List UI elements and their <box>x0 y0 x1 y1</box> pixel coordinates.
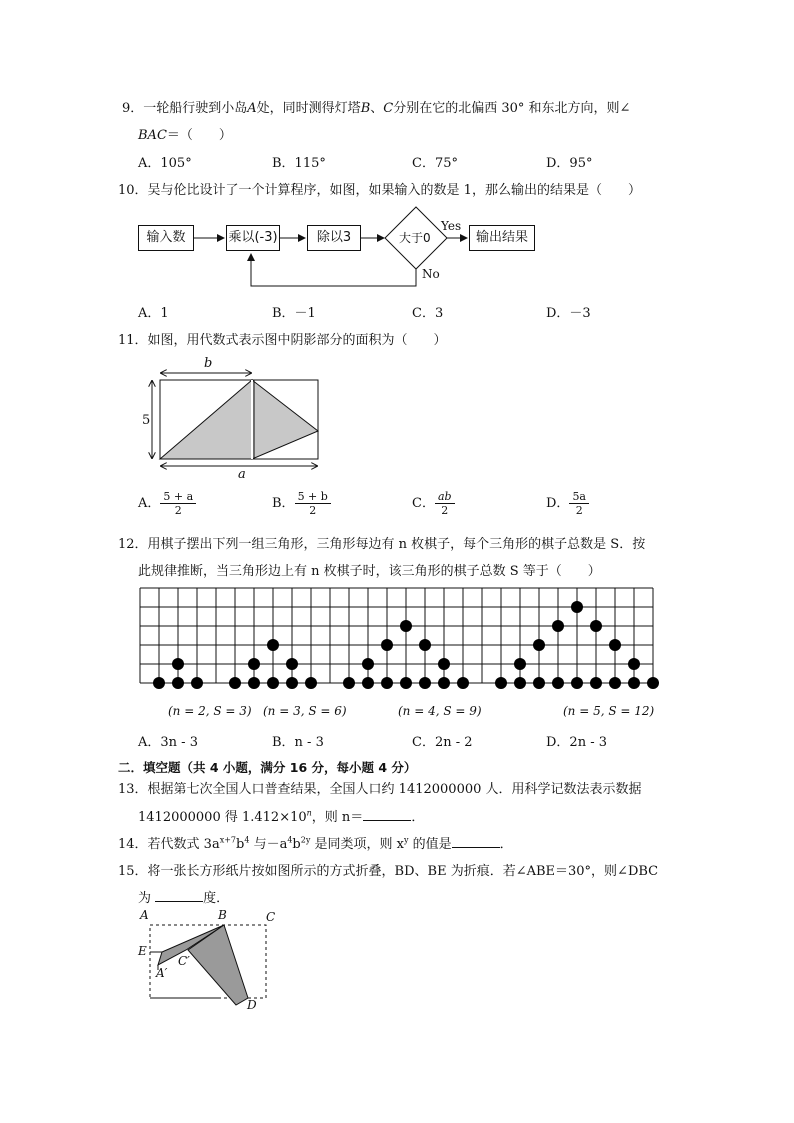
q12-line2: 此规律推断，当三角形边上有 n 枚棋子时，该三角形的棋子总数 S 等于（ ） <box>138 564 601 579</box>
q15-answer-blank[interactable] <box>155 889 203 902</box>
chess-piece-4 <box>552 620 564 632</box>
chess-piece-4 <box>552 677 564 689</box>
q12-option-c: C．2n - 2 <box>412 735 473 750</box>
q12-grid-figure <box>135 583 675 693</box>
flow-no-label: No <box>422 267 440 281</box>
q12-caption-4: (n = 5, S = 12) <box>563 704 655 718</box>
q15-label-C: C <box>266 910 276 924</box>
chess-piece-3 <box>438 677 450 689</box>
q11-stem: 11．如图，用代数式表示图中阴影部分的面积为（ ） <box>118 333 447 348</box>
q15-label-B: B <box>218 908 227 922</box>
chess-piece-3 <box>419 677 431 689</box>
chess-piece-3 <box>438 658 450 670</box>
q11-option-a: A． $\frac{5 + a}{2}$ <box>138 490 196 517</box>
arrow-no-loop <box>251 254 416 286</box>
q9-line1: 9．一轮船行驶到小岛A处，同时测得灯塔B、C分别在它的北偏西 30° 和东北方向，则∠ <box>122 101 631 116</box>
chess-piece-2 <box>286 677 298 689</box>
q9-line2: BAC＝（ ） <box>138 128 232 143</box>
chess-piece-3 <box>419 639 431 651</box>
q12-option-a: A．3n - 3 <box>138 735 198 750</box>
q9-option-c: C．75° <box>412 156 458 171</box>
q11-figure <box>135 352 335 482</box>
chess-piece-3 <box>381 639 393 651</box>
chess-piece-4 <box>647 677 659 689</box>
q15-label-Aprime: A′ <box>156 966 168 980</box>
q14-line: 14．若代数式 $3a^{x+7}b^4$ 与$-a^4b^{2y}$ 是同类项，则 $x^y$ 的值是 ． <box>118 835 513 852</box>
q15-label-E: E <box>138 944 147 958</box>
chess-piece-4 <box>533 639 545 651</box>
q13-answer-blank[interactable] <box>363 808 411 821</box>
chess-piece-4 <box>590 620 602 632</box>
q15-label-A: A <box>140 908 149 922</box>
chess-piece-2 <box>286 658 298 670</box>
chess-piece-4 <box>590 677 602 689</box>
chess-piece-3 <box>457 677 469 689</box>
chess-piece-4 <box>571 677 583 689</box>
chess-piece-1 <box>172 658 184 670</box>
q12-caption-3: (n = 4, S = 9) <box>398 704 482 718</box>
q10-option-c: C．3 <box>412 306 444 321</box>
q15-line1: 15．将一张长方形纸片按如图所示的方式折叠，BD、BE 为折痕．若∠ABE＝30°，则∠DBC <box>118 864 659 879</box>
chess-piece-4 <box>571 601 583 613</box>
chess-piece-2 <box>305 677 317 689</box>
flow-divide-box: 除以3 <box>307 225 361 251</box>
q12-option-b: B．n - 3 <box>272 735 324 750</box>
q11-label-b: b <box>204 356 213 371</box>
q12-caption-2: (n = 3, S = 6) <box>263 704 347 718</box>
chess-piece-4 <box>628 658 640 670</box>
flow-yes-label: Yes <box>441 219 462 233</box>
q10-option-a: A．1 <box>138 306 169 321</box>
q13-line1: 13．根据第七次全国人口普查结果，全国人口约 1412000000 人．用科学记数法表示数据 <box>118 782 642 797</box>
chess-piece-1 <box>191 677 203 689</box>
chess-piece-4 <box>609 639 621 651</box>
flow-multiply-box: 乘以(-3) <box>226 225 280 251</box>
q11-label-a: a <box>238 467 246 482</box>
q12-line1: 12．用棋子摆出下列一组三角形，三角形每边有 n 枚棋子，每个三角形的棋子总数是 S．按 <box>118 537 646 552</box>
flow-input-box: 输入数 <box>138 225 194 251</box>
chess-piece-3 <box>343 677 355 689</box>
q13-line2: 1412000000 得 $1.412\times 10^n$，则 n＝ ． <box>138 808 425 825</box>
q11-option-c: C． $\frac{ab}{2}$ <box>412 490 455 517</box>
chess-piece-3 <box>362 658 374 670</box>
chess-piece-1 <box>172 677 184 689</box>
chess-piece-4 <box>514 658 526 670</box>
chess-piece-3 <box>362 677 374 689</box>
q10-option-b: B．－1 <box>272 306 316 321</box>
flow-decision-label: 大于0 <box>399 231 431 245</box>
chess-piece-2 <box>267 639 279 651</box>
q12-option-d: D．2n - 3 <box>546 735 607 750</box>
chess-piece-2 <box>248 658 260 670</box>
q9-option-b: B．115° <box>272 156 326 171</box>
q15-figure <box>140 910 280 1015</box>
q15-line2: 为 度． <box>138 891 230 906</box>
q11-label-5: 5 <box>142 413 151 428</box>
chess-piece-3 <box>400 677 412 689</box>
q10-option-d: D．－3 <box>546 306 591 321</box>
section-2-heading: 二．填空题（共 4 小题，满分 16 分，每小题 4 分） <box>118 760 417 775</box>
chess-piece-4 <box>495 677 507 689</box>
chess-piece-4 <box>609 677 621 689</box>
q12-caption-1: (n = 2, S = 3) <box>168 704 252 718</box>
chess-piece-3 <box>400 620 412 632</box>
chess-piece-3 <box>381 677 393 689</box>
q11-option-b: B． $\frac{5 + b}{2}$ <box>272 490 331 517</box>
q15-label-D: D <box>247 998 257 1012</box>
q15-label-Cprime: C′ <box>178 954 190 968</box>
chess-piece-4 <box>628 677 640 689</box>
q9-option-d: D．95° <box>546 156 593 171</box>
q9-option-a: A．105° <box>138 156 192 171</box>
flow-output-box: 输出结果 <box>469 225 535 251</box>
chess-piece-2 <box>267 677 279 689</box>
chess-piece-2 <box>248 677 260 689</box>
chess-piece-4 <box>533 677 545 689</box>
q10-stem: 10．吴与伦比设计了一个计算程序，如图，如果输入的数是 1，那么输出的结果是（ ） <box>118 183 641 198</box>
chess-piece-1 <box>153 677 165 689</box>
q14-answer-blank[interactable] <box>452 835 500 848</box>
q11-option-d: D． $\frac{5a}{2}$ <box>546 490 589 517</box>
chess-piece-4 <box>514 677 526 689</box>
chess-piece-2 <box>229 677 241 689</box>
